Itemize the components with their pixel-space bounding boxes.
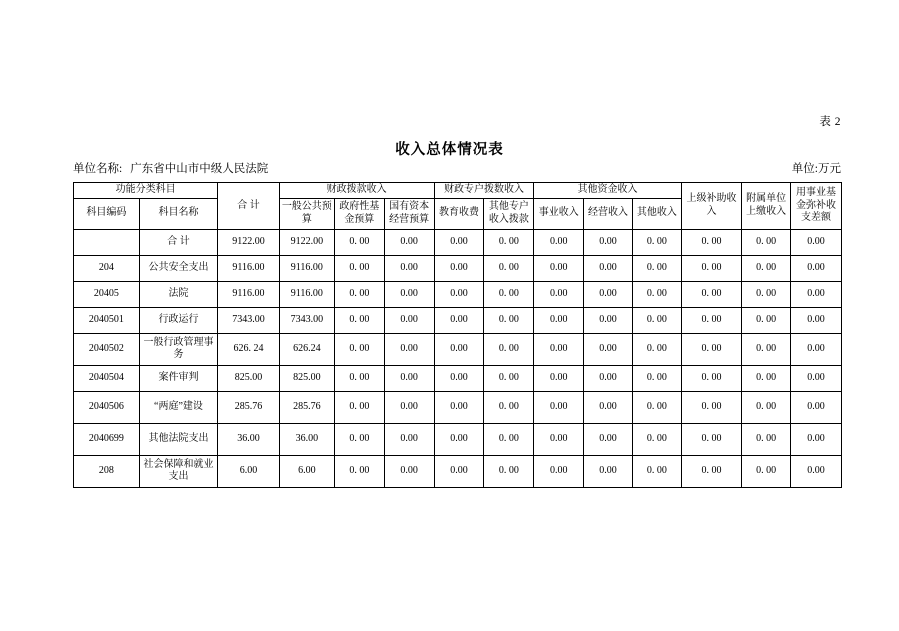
cell-name: 行政运行	[139, 307, 217, 333]
cell-general-public-budget: 825.00	[279, 365, 334, 391]
cell-education-fee: 0.00	[434, 391, 484, 423]
cell-total: 6.00	[218, 455, 280, 487]
header-fiscal-appropriation: 财政拨款收入	[279, 183, 434, 199]
header-operating-income: 经营收入	[584, 198, 633, 229]
cell-code: 20405	[74, 281, 140, 307]
cell-gov-fund-budget: 0. 00	[334, 333, 384, 365]
cell-other-special-income: 0. 00	[484, 307, 534, 333]
cell-general-public-budget: 7343.00	[279, 307, 334, 333]
cell-other-income: 0. 00	[632, 391, 681, 423]
cell-operating-income: 0.00	[584, 229, 633, 255]
cell-name: 一般行政管理事务	[139, 333, 217, 365]
cell-code: 208	[74, 455, 140, 487]
cell-state-capital-budget: 0.00	[384, 391, 434, 423]
cell-other-special-income: 0. 00	[484, 281, 534, 307]
cell-total: 9116.00	[218, 255, 280, 281]
cell-business-fund: 0.00	[790, 391, 841, 423]
cell-operating-income: 0.00	[584, 333, 633, 365]
page-title: 收入总体情况表	[395, 142, 504, 158]
cell-superior-subsidy: 0. 00	[681, 281, 741, 307]
cell-business-fund: 0.00	[790, 365, 841, 391]
table-number-label: 表 2	[819, 116, 841, 128]
cell-state-capital-budget: 0.00	[384, 423, 434, 455]
cell-gov-fund-budget: 0. 00	[334, 229, 384, 255]
unit-measure-label: 单位:万元	[791, 163, 841, 175]
cell-total: 9122.00	[218, 229, 280, 255]
cell-general-public-budget: 9122.00	[279, 229, 334, 255]
cell-education-fee: 0.00	[434, 455, 484, 487]
cell-business-income: 0.00	[534, 391, 584, 423]
header-superior-subsidy: 上级补助收入	[681, 183, 741, 230]
cell-affiliated-unit: 0. 00	[742, 307, 791, 333]
cell-total: 36.00	[218, 423, 280, 455]
header-state-capital-budget: 国有资本经营预算	[384, 198, 434, 229]
cell-gov-fund-budget: 0. 00	[334, 455, 384, 487]
cell-operating-income: 0.00	[584, 255, 633, 281]
cell-other-income: 0. 00	[632, 423, 681, 455]
cell-operating-income: 0.00	[584, 281, 633, 307]
cell-business-income: 0.00	[534, 333, 584, 365]
cell-other-special-income: 0. 00	[484, 365, 534, 391]
header-business-fund: 用事业基金弥补收支差额	[790, 183, 841, 230]
cell-business-fund: 0.00	[790, 229, 841, 255]
header-general-public-budget: 一般公共预算	[279, 198, 334, 229]
cell-general-public-budget: 626.24	[279, 333, 334, 365]
table-row	[74, 255, 842, 281]
cell-code	[74, 229, 140, 255]
cell-business-fund: 0.00	[790, 281, 841, 307]
cell-total: 626. 24	[218, 333, 280, 365]
cell-total: 285.76	[218, 391, 280, 423]
cell-superior-subsidy: 0. 00	[681, 455, 741, 487]
cell-other-income: 0. 00	[632, 281, 681, 307]
cell-business-fund: 0.00	[790, 423, 841, 455]
table-row	[74, 391, 842, 423]
cell-affiliated-unit: 0. 00	[742, 229, 791, 255]
cell-other-special-income: 0. 00	[484, 255, 534, 281]
table-row	[74, 281, 842, 307]
header-other-income: 其他收入	[632, 198, 681, 229]
cell-affiliated-unit: 0. 00	[742, 391, 791, 423]
cell-state-capital-budget: 0.00	[384, 255, 434, 281]
cell-code: 2040501	[74, 307, 140, 333]
cell-gov-fund-budget: 0. 00	[334, 365, 384, 391]
cell-name: 法院	[139, 281, 217, 307]
header-total: 合 计	[218, 183, 280, 230]
cell-business-fund: 0.00	[790, 307, 841, 333]
cell-business-fund: 0.00	[790, 255, 841, 281]
cell-superior-subsidy: 0. 00	[681, 255, 741, 281]
cell-affiliated-unit: 0. 00	[742, 455, 791, 487]
header-business-income: 事业收入	[534, 198, 584, 229]
cell-education-fee: 0.00	[434, 281, 484, 307]
cell-gov-fund-budget: 0. 00	[334, 255, 384, 281]
cell-total: 7343.00	[218, 307, 280, 333]
meta-row	[73, 160, 841, 178]
cell-gov-fund-budget: 0. 00	[334, 423, 384, 455]
cell-code: 204	[74, 255, 140, 281]
cell-general-public-budget: 9116.00	[279, 281, 334, 307]
cell-name: 公共安全支出	[139, 255, 217, 281]
cell-affiliated-unit: 0. 00	[742, 423, 791, 455]
cell-total: 9116.00	[218, 281, 280, 307]
cell-operating-income: 0.00	[584, 423, 633, 455]
cell-affiliated-unit: 0. 00	[742, 333, 791, 365]
cell-code: 2040699	[74, 423, 140, 455]
cell-other-income: 0. 00	[632, 365, 681, 391]
income-summary-table	[73, 182, 842, 488]
cell-code: 2040506	[74, 391, 140, 423]
cell-operating-income: 0.00	[584, 365, 633, 391]
cell-other-special-income: 0. 00	[484, 423, 534, 455]
table-row	[74, 333, 842, 365]
cell-state-capital-budget: 0.00	[384, 455, 434, 487]
cell-state-capital-budget: 0.00	[384, 307, 434, 333]
table-row	[74, 365, 842, 391]
table-row	[74, 229, 842, 255]
cell-business-income: 0.00	[534, 365, 584, 391]
cell-education-fee: 0.00	[434, 307, 484, 333]
cell-business-income: 0.00	[534, 423, 584, 455]
cell-business-income: 0.00	[534, 307, 584, 333]
cell-other-special-income: 0. 00	[484, 455, 534, 487]
cell-general-public-budget: 36.00	[279, 423, 334, 455]
cell-business-fund: 0.00	[790, 455, 841, 487]
table-body	[74, 229, 842, 487]
cell-state-capital-budget: 0.00	[384, 365, 434, 391]
table-header-row-1	[74, 183, 842, 199]
header-gov-fund-budget: 政府性基金预算	[334, 198, 384, 229]
cell-other-special-income: 0. 00	[484, 391, 534, 423]
cell-operating-income: 0.00	[584, 391, 633, 423]
cell-education-fee: 0.00	[434, 423, 484, 455]
cell-superior-subsidy: 0. 00	[681, 423, 741, 455]
header-affiliated-unit: 附属单位上缴收入	[742, 183, 791, 230]
header-other-special-income: 其他专户收入拨款	[484, 198, 534, 229]
header-subject-code: 科目编码	[74, 198, 140, 229]
header-subject-name: 科目名称	[139, 198, 217, 229]
cell-name: 其他法院支出	[139, 423, 217, 455]
header-category: 功能分类科目	[74, 183, 218, 199]
cell-other-income: 0. 00	[632, 307, 681, 333]
cell-affiliated-unit: 0. 00	[742, 281, 791, 307]
cell-affiliated-unit: 0. 00	[742, 365, 791, 391]
cell-other-income: 0. 00	[632, 229, 681, 255]
table-row	[74, 307, 842, 333]
header-education-fee: 教育收费	[434, 198, 484, 229]
cell-education-fee: 0.00	[434, 255, 484, 281]
cell-superior-subsidy: 0. 00	[681, 307, 741, 333]
cell-superior-subsidy: 0. 00	[681, 333, 741, 365]
header-other-funds: 其他资金收入	[534, 183, 681, 199]
cell-operating-income: 0.00	[584, 307, 633, 333]
cell-general-public-budget: 9116.00	[279, 255, 334, 281]
cell-general-public-budget: 6.00	[279, 455, 334, 487]
cell-business-income: 0.00	[534, 455, 584, 487]
cell-other-income: 0. 00	[632, 455, 681, 487]
table-row	[74, 423, 842, 455]
cell-other-income: 0. 00	[632, 255, 681, 281]
cell-education-fee: 0.00	[434, 365, 484, 391]
cell-operating-income: 0.00	[584, 455, 633, 487]
cell-business-income: 0.00	[534, 255, 584, 281]
cell-gov-fund-budget: 0. 00	[334, 281, 384, 307]
cell-name: “两庭”建设	[139, 391, 217, 423]
cell-code: 2040504	[74, 365, 140, 391]
cell-gov-fund-budget: 0. 00	[334, 307, 384, 333]
unit-name-block	[73, 160, 268, 176]
cell-education-fee: 0.00	[434, 333, 484, 365]
cell-other-income: 0. 00	[632, 333, 681, 365]
cell-state-capital-budget: 0.00	[384, 281, 434, 307]
cell-business-fund: 0.00	[790, 333, 841, 365]
cell-total: 825.00	[218, 365, 280, 391]
cell-name: 合 计	[139, 229, 217, 255]
cell-affiliated-unit: 0. 00	[742, 255, 791, 281]
cell-state-capital-budget: 0.00	[384, 229, 434, 255]
cell-business-income: 0.00	[534, 229, 584, 255]
cell-state-capital-budget: 0.00	[384, 333, 434, 365]
unit-name-value: 广东省中山市中级人民法院	[130, 163, 269, 175]
cell-education-fee: 0.00	[434, 229, 484, 255]
cell-general-public-budget: 285.76	[279, 391, 334, 423]
cell-other-special-income: 0. 00	[484, 229, 534, 255]
cell-name: 社会保障和就业支出	[139, 455, 217, 487]
cell-name: 案件审判	[139, 365, 217, 391]
cell-other-special-income: 0. 00	[484, 333, 534, 365]
cell-superior-subsidy: 0. 00	[681, 229, 741, 255]
table-row	[74, 455, 842, 487]
cell-gov-fund-budget: 0. 00	[334, 391, 384, 423]
unit-name-label: 单位名称:	[73, 163, 123, 175]
header-special-fiscal: 财政专户拨数收入	[434, 183, 534, 199]
cell-superior-subsidy: 0. 00	[681, 391, 741, 423]
cell-code: 2040502	[74, 333, 140, 365]
cell-superior-subsidy: 0. 00	[681, 365, 741, 391]
cell-business-income: 0.00	[534, 281, 584, 307]
